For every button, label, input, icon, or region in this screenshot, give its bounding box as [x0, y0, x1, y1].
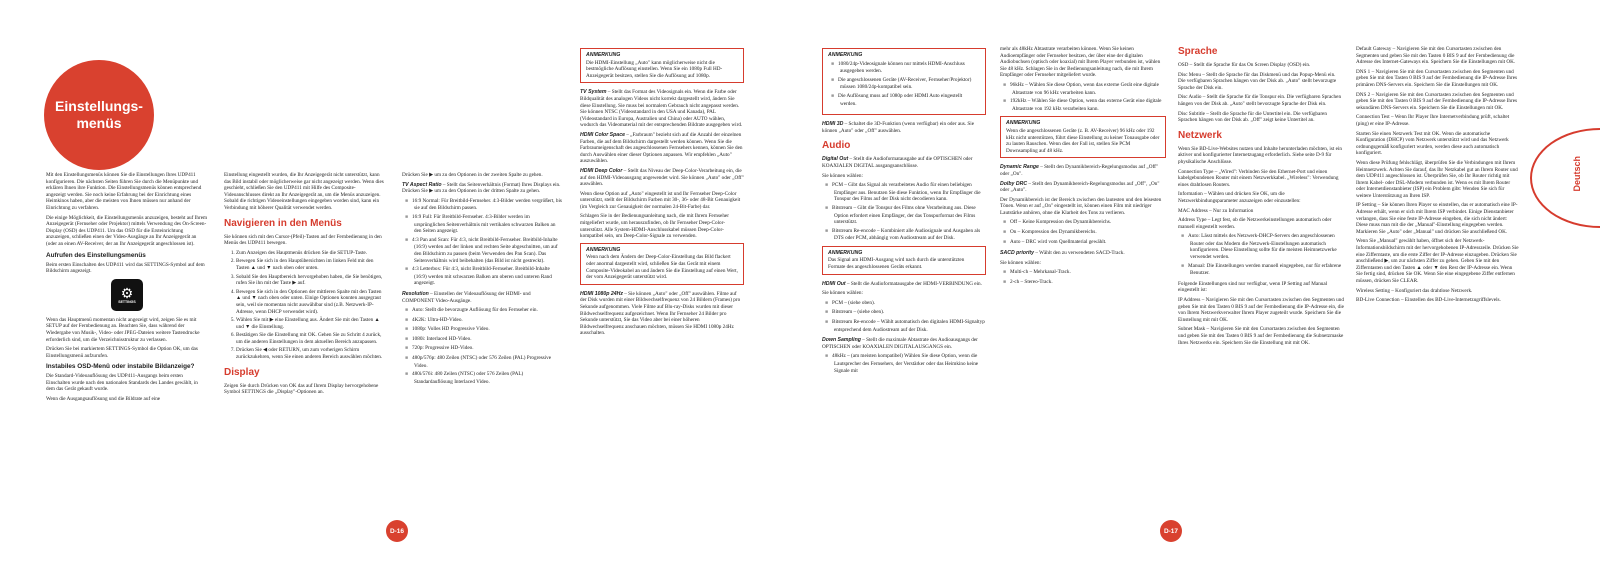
step-item: 4. Bewegen Sie sich in den Optionen der mittleren Spalte mit den Tasten ▲ und ▼ nach oben oder unten. Einige Optionen konnten ausgegraut sein, weil sie momentan nicht auswählbar sind (z.B. Netzwerk-IP-Adresse, wenn DHCP verwendet wird).	[236, 289, 384, 315]
note-box	[580, 243, 744, 285]
list-item: ■ 4:3 Pan and Scan: Für 4:3, nicht Breitbild-Fernseher. Breitbild-Inhalte (16:9) werden auf der linken und rechten Seite abgeschnitten, um auf den Bildschirm zu passen (beim Verwenden des Pan Scan). Das Seitenverhältnis wird beibehalten (das Bild ist nicht gestreckt).	[414, 237, 562, 264]
deep-color-auto-paragraph: Wenn diese Option auf „Auto" eingestellt ist und Ihr Fernseher Deep-Color unterstützt, stellt der Bildschirm Farben mit 30-, 36- oder 48-Bit Genauigkeit (im Vergleich zur Genauigkeit der normalen 24-Bit-Farbe) dar.	[580, 190, 741, 210]
language-heading: Sprache	[1178, 46, 1218, 57]
second-column-paragraph: Drücken Sie ▶ um zu den Optionen in der zweiten Spalte zu gehen.	[402, 172, 543, 178]
resolution-paragraph	[402, 291, 562, 304]
dynamic-range-paragraph	[1000, 164, 1166, 177]
osd-language: OSD – Stellt die Sprache für das On Screen Display (OSD) ein.	[1178, 62, 1311, 68]
digital-out-list	[834, 182, 986, 242]
list-item: ■ 720p: Progressive HD-Video.	[414, 345, 562, 353]
list-item: ■ 96kHz – Wählen Sie diese Option, wenn das externe Gerät eine digitale Abtastrate von 96 kHz verarbeiten kann.	[1012, 82, 1166, 96]
note-heading: ANMERKUNG	[1006, 120, 1041, 127]
connection-type: Connection Type – „Wired": Verbinden Sie den Ethernet-Port und einen kabelgebundenen Router mit einem Netzwerkkabel. „Wireless": Verwendung eines drahtlosen Routers.	[1178, 168, 1339, 188]
list-item: ■ On – Kompression des Dynamikbereichs.	[1012, 229, 1166, 237]
display-paragraph: Zeigen Sie durch Drücken von OK das auf Ihrem Display hervorgehobene Symbol SETTINGS die „Display"-Optionen an.	[224, 382, 379, 396]
right-column-2	[1000, 46, 1166, 291]
hdmi-3d-term: HDMI 3D	[822, 121, 844, 128]
navigation-heading: Navigieren in den Menüs	[224, 217, 342, 229]
sacd-list	[1012, 269, 1166, 286]
hdmi-24hz-paragraph	[580, 291, 744, 337]
list-item: ■ Bitstream – Gibt die Tonspur des Films ohne Verarbeitung aus. Diese Option erfordert einen Empfänger, der das Tonspurformat des Films unterstützt.	[834, 205, 986, 226]
subnet-mask-paragraph: Subnet Mask – Navigieren Sie mit den Cursortasten zwischen den Segmenten und geben Sie mit den Tasten 0 BIS 9 auf der Fernbedienung die Subnetzmaske Ihres Netzwerks ein. Speichern Sie die Einstellung mit mit OK.	[1178, 326, 1344, 346]
note-heading: ANMERKUNG	[586, 52, 621, 58]
audio-heading: Audio	[822, 140, 851, 152]
hdmi-3d-paragraph	[822, 121, 986, 134]
list-item: ■ Die Auflösung muss auf 1080p oder HDMI Auto eingestellt werden.	[840, 93, 980, 107]
hdmi-out-term: HDMI Out	[822, 280, 846, 287]
language-tab-label: Deutsch	[1572, 156, 1582, 192]
resolution-cont-paragraph: Wenn die Ausgangsauflösung und die Bildrate auf eine	[46, 396, 161, 403]
list-item: ■ Bitstream Re-encode – Kombiniert alle Audiosignale und Ausgaben als DTS oder PCM, abhängig vom Audiostream auf der Disk.	[834, 228, 986, 242]
chapter-title-badge	[44, 60, 154, 170]
list-item: ■ Manual: Die Einstellungen werden manuell eingegeben, nur für erfahrene Benutzer.	[1190, 263, 1344, 277]
list-item: ■ 480p/576p: 480 Zeilen (NTSC) oder 576 Zeilen (PAL) Progressive Video.	[414, 355, 562, 369]
network-intro: Wenn Sie BD-Live-Websites nutzen und Inhalte herunterladen möchten, ist ein aktiver und konfigurierter Internetzugang erforderlich. Siehe seite D-9 für physikalische Anschlüsse.	[1178, 145, 1342, 165]
hdmi-out-list	[834, 300, 986, 333]
color-space-paragraph	[580, 132, 744, 165]
note-heading: ANMERKUNG	[828, 249, 863, 256]
list-item: ■ 16:9 Full: Für Breitbild-Fernseher. 4:3-Bilder werden im ursprünglichen Seitenverhältnis mit vertikalen schwarzen Balken an den Seiten angezeigt.	[414, 214, 562, 235]
step-item: 2. Bewegen Sie sich in den Hauptübersichten im linken Feld mit den Tasten ▲ und ▼ nach oben oder unten.	[236, 258, 384, 271]
address-type-list	[1190, 233, 1344, 277]
address-type: Address Type – Legt fest, ob die Netzwerkeinstellungen automatisch oder manuell eingestellt werden.	[1178, 217, 1332, 230]
color-space-term: HDMI Color Space	[580, 131, 625, 138]
dynamic-range-text: – Stellt den Dynamikbereich-Regelungsmodus auf „Off" oder „On".	[1000, 164, 1158, 177]
chapter-title: Einstellungs- menüs	[55, 98, 143, 131]
page-number: D-17	[1160, 520, 1182, 542]
list-item: ■ 4K2K: Ultra-HD-Video.	[414, 317, 562, 325]
sacd-text: – Wählt den zu verwendeten SACD-Track.	[1035, 250, 1125, 257]
list-item: ■ PCM – (siehe oben).	[834, 300, 986, 308]
settings-icon	[111, 279, 143, 311]
list-item: ■ 1080/24p-Videosignale können nur mittels HDMI-Anschluss ausgegeben werden.	[840, 61, 980, 75]
deep-color-text: – Stellt das Niveau der Deep-Color-Verarbeitung ein, die auf den HDMI-Videoausgang angewendet wird. Sie können „Auto" oder „Off" auswählen.	[580, 167, 744, 188]
disc-subtitle-language: Disc Subtitle – Stellt die Sprache für die Untertitel ein. Die verfügbaren Sprachen hängen von der Disk ab. „Off" zeigt keine Untertitel an.	[1178, 110, 1327, 124]
digital-out-term: Digital Out	[822, 156, 849, 163]
mac-address: MAC Address – Nur zu Information	[1178, 207, 1254, 214]
dynamic-explain-paragraph: Der Dynamikbereich ist der Bereich zwischen den lautesten und den leisesten Tönen. Wenn er auf „On" eingestellt ist, können einen Film mit niedriger Lautstärke anhören, ohne die Klarheit des Tons zu verlieren.	[1000, 196, 1162, 216]
step-item: 3. Sobald Sie den Hauptbereich hervorgehoben haben, die Sie benötigen, rufen Sie ihn mit der Taste ▶ auf.	[236, 274, 384, 287]
test-fail-paragraph: Wenn diese Prüfung fehlschlägt, überprüfen Sie die Verbindungen mit Ihrem Heimnetzwerk. Achten Sie darauf, das Ihr Netzkabel gut an Ihrem Router und dem UDP411 angeschlossen ist. Überprüfen Sie, ob Ihr Router richtig mit Ihrem Kabel- oder DSL-Modem verbunden ist. Wenn es mit Ihrem Router oder Internetdienstanbieter (ISP) ein Problem gibt: Wenden Sie sich für weitere Unterstützung an Ihren ISP.	[1356, 159, 1518, 199]
right-column-1	[822, 46, 986, 378]
left-column-2	[224, 172, 384, 399]
language-tab	[1530, 128, 1600, 228]
tv-system-paragraph	[580, 89, 744, 129]
open-menu-paragraph: Beim ersten Einschalten des UDP411 wird das SETTINGS-Symbol auf dem Bildschirm angezeigt.	[46, 261, 205, 275]
resolution-text: – Einstellen der Videoauflösung der HDMI- und COMPONENT Video-Ausgänge.	[402, 290, 531, 304]
list-item: ■ 1080i: Interlaced HD-Video.	[414, 336, 562, 344]
resolution-list	[414, 307, 562, 385]
aspect-paragraph	[402, 182, 562, 195]
dolby-drc-term: Dolby DRC	[1000, 180, 1028, 187]
note-text: Wenn nach dem Ändern der Deep-Color-Einstellung das Bild flackert oder anormal dargestellt wird, schließen Sie das Gerät mit einem Composite-Videokabel an und ändern Sie die Einstellung auf einen Wert, der vom Anzeigegerät unterstützt wird.	[586, 254, 738, 281]
ok-paragraph: Drücken Sie bei markiertem SETTINGS-Symbol die Option OK, um das Einstellungsmenü aufzurufen.	[46, 346, 198, 359]
dns1-paragraph: DNS 1 – Navigieren Sie mit den Cursortasten zwischen den Segmenten und geben Sie mit den Tasten 0 BIS 9 auf der Fernbedienung die IP-Adresse Ihres primären DNS-Servers ein. Speichern Sie die Einstellungen mit OK.	[1356, 68, 1518, 88]
step-item: 1. Zum Anzeigen des Hauptmenüs drücken Sie die SETUP-Taste.	[236, 250, 384, 257]
list-item: ■ Multi-ch – Mehrkanal-Track.	[1012, 269, 1166, 277]
settings-icon-label: SETTINGS	[118, 299, 136, 304]
display-heading: Display	[224, 366, 260, 378]
dolby-drc-text: – Stellt den Dynamikbereich-Regelungsmodus auf „Off", „On" oder „Auto".	[1000, 180, 1160, 194]
list-item: ■ Die angeschlossenen Geräte (AV-Receiver, Fernseher/Projektor) müssen 1080/24p-kompatibel sein.	[840, 77, 980, 91]
down-sampling-term: Down Sampling	[822, 337, 861, 344]
left-column-4	[580, 46, 744, 340]
list-item: ■ 16:9 Normal: Für Breitbild-Fernseher. 4:3-Bilder werden vergrößert, bis sie auf den Bildschirm passen.	[414, 198, 562, 212]
ip-address-paragraph: IP Address – Navigieren Sie mit den Cursortasten zwischen den Segmenten und geben Sie mit den Tasten 0 BIS 9 auf der Fernbedienung die IP-Adresse ein, die von Ihrem Netzwerkverwalter Ihrem Player zugeteilt wurde. Speichern Sie die Einstellung mit mit OK.	[1178, 297, 1344, 323]
dynamic-range-term: Dynamic Range	[1000, 164, 1039, 171]
step-item: 6. Bestätigen Sie die Einstellung mit OK. Gehen Sie zu Schritt 4 zurück, um die anderen Einstellungen in dem aktuellen Bereich anzupassen.	[236, 332, 384, 345]
aspect-list	[414, 198, 562, 287]
list-item: ■ 192kHz – Wählen Sie diese Option, wenn das externe Gerät eine digitale Abtastrate von 192 kHz verarbeiten kann.	[1012, 98, 1166, 112]
connection-test-paragraph: Connection Test – Wenn Ihr Player Ihre Internetverbindung prüft, schaltet (ping) er eine IP-Adresse.	[1356, 114, 1510, 127]
unstable-heading: Instabiles OSD-Menü oder instabile Bildanzeige?	[46, 363, 195, 371]
list-item: ■ Auto – DRC wird vom Quellmaterial gewählt.	[1012, 239, 1166, 247]
network-heading: Netzwerk	[1178, 129, 1222, 141]
note-text: Wenn die angeschlossenen Geräte (z. B. AV-Receiver) 96 kHz oder 192 kHz nicht unterstützen, führt diese Einstellung zu keiner Tonausgabe oder zu lauten Rauschen. Wenn dies der Fall ist, stellen Sie PCM Downsampling auf 48 kHz.	[1006, 127, 1160, 154]
deep-color-term: HDMI Deep Color	[580, 167, 623, 174]
step-item: 5. Wählen Sie mit ▶ eine Einstellung aus. Ändert Sie mit den Tasten ▲ und ▼ die Einstellung.	[236, 317, 384, 330]
wireless-setting-paragraph: Wireless Setting – Konfiguriert das drahtlose Netzwerk.	[1356, 287, 1473, 294]
navigation-intro: Sie können sich mit den Cursor-(Pfeil)-Tasten auf der Fernbedienung in den Menüs des UDP411 bewegen.	[224, 233, 382, 247]
digital-out-text: – Stellt die Audioformatausgabe auf die OPTISCHEN oder KOAXIALEN DIGITAL ausgangsanschlüsse.	[822, 156, 973, 169]
color-space-text: – „Farbraum" bezieht sich auf die Anzahl der einzelnen Farben, die auf dem Bildschirm dargestellt werden können. Wenn Sie die Farbraumeigenschaft des angeschlossenen Fernsehers kennen, können Sie den durch Auswählen einer dieser Optionen anpassen. Wir empfehlen „Auto" auszuwählen.	[580, 131, 743, 165]
list-item: ■ Off – Keine Kompression des Dynamikbereichs.	[1012, 219, 1166, 227]
hdmi-24hz-text: – Sie können „Auto" oder „Off" auswählen. Filme auf der Disk wurden mit einer Bildwechselfrequenz von 24 Bildern (Frames) pro Sekunde aufgenommen. Viele Filme auf Blu-ray-Disks wurden mit dieser Bildwechselfrequenz aufgezeichnet. Wenn Ihr Fernseher 24 Bilder pro Sekunde unterstützt, Sie das Video aber bei einer höheren Bildwechselfrequenz anschauen möchten, müssen Sie HDMI 1080p 24Hz ausschalten.	[580, 290, 741, 337]
composite-paragraph: Einstellung eingestellt wurden, die Ihr Anzeigegerät nicht unterstützt, kann das Bild instabil oder möglicherweise gar nicht angezeigt werden. Wenn dies geschieht, schließen Sie den UDP411 mit Hilfe des Composite-Videoanschlusses direkt an Ihr Anzeigegerät an, um die Menüs anzuzeigen. Sobald die richtigen Videoeinstellungen eingegeben worden sind, kann ein Verbindung mit höherer Qualität verwendet werden.	[224, 172, 384, 211]
gear-icon: ⚙	[120, 284, 134, 301]
ip-setting-paragraph: IP Setting – Sie können Ihren Player so einstellen, das er automatisch eine IP-Adresse erhält, wenn er sich mit Ihrem ISP verbindet. Einige Dienstanbieter verlangen, dass Sie eine feste IP-Adresse eingeben, die sich nicht ändert: Diese muss man mit die der „Manual"-Einstellung eingegeben werden. Markieren Sie „Auto" oder „Manual" und drücken Sie anschließend OK.	[1356, 202, 1518, 235]
down-sampling-list-2	[1012, 82, 1166, 112]
note-box	[1000, 116, 1166, 158]
left-column-1	[46, 172, 208, 406]
sacd-paragraph	[1000, 250, 1166, 257]
open-menu-heading: Aufrufen des Einstellungsmenüs	[46, 251, 146, 259]
list-item: ■ PCM – Gibt das Signal als verarbeitetes Audio für einen beliebigen Empfänger aus. Benutzen Sie diese Funktion, wenn Ihr Empfänger die Tonspur des Films auf der Disk nicht decodieren kann.	[834, 182, 986, 203]
note-heading: ANMERKUNG	[586, 246, 621, 253]
sacd-term: SACD priority	[1000, 250, 1035, 257]
resolution-term: Resolution	[402, 290, 429, 297]
choose-label: Sie können wählen:	[822, 172, 863, 179]
disc-menu-language: Disc Menu – Stellt die Sprache für das Diskmenü und das Popup-Menü ein. Die verfügbaren Sprachen hängen von der Disk ab. „Auto" stellt bevorzugte Sprache der Disk ein.	[1178, 71, 1337, 91]
note-heading: ANMERKUNG	[828, 52, 863, 58]
list-item: ■ 4:3 Letterbox: Für 4:3, nicht Breitbild-Fernseher. Breitbild-Inhalte (16:9) werden mit schwarzen Balken am oberen und unteren Rand angezeigt.	[414, 266, 562, 287]
dolby-list	[1012, 219, 1166, 246]
bdlive-paragraph: BD-Live Connection – Einstellen des BD-Live-Internetzugriffslevels.	[1356, 297, 1501, 304]
right-page	[800, 0, 1600, 576]
down-sampling-cont: mehr als 48kHz Abtastrate verarbeiten können. Wenn Sie keinen Audioempfänger oder Fernseher besitzen, der über eine der digitalen Audiobuchsen (optisch oder koaxial) mit Ihrem Player verbunden ist, wählen Sie 48 kHz. Schlagen Sie in der Bedienungsanleitung nach, die mit Ihrem Empfänger oder Fernseher mitgeliefert wurde.	[1000, 46, 1161, 79]
intro-paragraph: Mit den Einstellungsmenüs können Sie die Einstellungen Ihres UDP411 konfigurieren. Die nächsten Seiten führen Sie durch die Menüpunkte und erklären Ihnen ihre Funktion. Die Einstellungsmenüs können entsprechend angezeigt werden. Sie noch keine Erfahrung bei der Einrichtung eines Heimkinos haben, aber die meisten von Ihnen müssen nur anhand der Einrichtung zu verfahren.	[46, 172, 202, 211]
tv-system-term: TV System	[580, 89, 607, 96]
note-box	[822, 48, 986, 115]
list-item: ■ 480i/576i: 480 Zeilen (NTSC) oder 576 Zeilen (PAL) Standardauflösung Interlaced Video.	[414, 371, 562, 385]
note-box	[580, 48, 744, 83]
choose-label: Sie können wählen:	[1000, 259, 1041, 266]
hdmi-24hz-term: HDMI 1080p 24Hz	[580, 290, 623, 297]
right-column-4	[1356, 46, 1520, 307]
note-box	[822, 246, 986, 275]
list-item: ■ 1080p: Volles HD Progressive Video.	[414, 326, 562, 334]
manual-only-paragraph: Folgende Einstellungen sind nur verfügbar, wenn IP Setting auf Manual eingestellt ist:	[1178, 280, 1328, 294]
choose-label: Sie können wählen:	[822, 290, 863, 297]
down-sampling-list	[834, 353, 986, 374]
disc-audio-language: Disc Audio – Stellt die Sprache für die Tonspur ein. Die verfügbaren Sprachen hängen von der Disk ab. „Auto" stellt bevorzugte Sprache der Disk ein.	[1178, 94, 1342, 107]
default-gateway-paragraph: Default Gateway – Navigieren Sie mit den Cursortasten zwischen den Segmenten und geben Sie mit den Tasten 0 BIS 9 auf der Fernbedienung die Adresse des Internet-Gateways ein. Speichern Sie die Einstellungen mit OK.	[1356, 46, 1516, 66]
deep-color-manual-paragraph: Schlagen Sie in der Bedienungsanleitung nach, die mit Ihrem Fernseher mitgeliefert wurde, um herauszufinden, ob Ihr Fernseher Deep-Color-unterstützt. Alle System-HDMI-Anschlusskabel müssen Deep-Color-kompatibel sein, um Deep-Color-Signale zu verwenden.	[580, 213, 729, 240]
osd-paragraph: Die einige Möglichkeit, die Einstellungsmenüs anzuzeigen, besteht auf Ihrem Anzeigegerät (Fernseher oder Projektor) mittels Verwendung des On-Screen-Display (OSD) des UDP411. Um das OSD für die Ersteinrichtung anzuzeigen, schließen einen der Video-Ausgänge an Ihr Anzeigegerät an (oder an einen AV-Receiver, der an Ihr Anzeigegerät angeschlossen ist).	[46, 214, 208, 247]
left-column-3	[402, 172, 562, 389]
hdmi-out-paragraph	[822, 281, 986, 288]
tv-system-text: – Stellt das Format des Videosignals ein. Wenn die Farbe oder Bildqualität des analogen Videos nicht korrekt dargestellt wird, ändern Sie diese Einstellung. Sie muss bei normalem Gebrauch nicht angepasst werden. Sie können NTSC (Videostandard in den USA und Kanada), PAL (Videostandard in Europa, Australien und China) oder AUTO wählen, wodurch das Videomaterial mit der entsprechenden Bildrate ausgegeben wird.	[580, 89, 743, 129]
hdmi-out-text: – Stellt die Audioformatausgabe der HDMI-VERBINDUNG ein.	[846, 280, 982, 287]
down-sampling-paragraph	[822, 337, 986, 350]
note-text: Das Signal am HDMI-Ausgang wird nach durch die unterstützten Formate des angeschlossenen Geräts erkannt.	[828, 257, 965, 271]
dns2-paragraph: DNS 2 – Navigieren Sie mit den Cursortasten zwischen den Segmenten und geben Sie mit den Tasten 0 BIS 9 auf der Fernbedienung die IP-Adresse Ihres sekundären DNS-Servers ein. Speichern Sie die Einstellungen mit OK.	[1356, 91, 1518, 111]
page-number: D-16	[386, 520, 408, 542]
list-item: ■ Auto: Lässt mittels des Netzwerk-DHCP-Servers den angeschlossenen Router oder das Modem die Netzwerk-Einstellungen automatisch konfigurieren. Diese Einstellung sollte für die meisten Heimnetzwerke verwendet werden.	[1190, 233, 1344, 260]
down-sampling-text: – Stellt die maximale Abtastrate des Audioausgangs der OPTISCHEN oder KOAXIALEN DIGITALAUSGANGS ein.	[822, 337, 978, 350]
list-item: ■ 2-ch – Stereo-Track.	[1012, 279, 1166, 287]
list-item: ■ Auto: Stellt die bevorzugte Auflösung für den Fernseher ein.	[414, 307, 562, 315]
information-paragraph: Information – Wählen und drücken Sie OK, um die Netzwerkbindungsparameter anzuzeigen oder einzustellen:	[1178, 191, 1301, 204]
deep-color-paragraph	[580, 168, 744, 188]
step-item: 7. Drücken Sie ◀ oder RETURN, um zum vorherigen Schirm zurückzukehren, wenn Sie einen anderen Bereich auswählen möchten.	[236, 347, 384, 360]
navigation-steps	[236, 250, 384, 361]
right-column-3	[1178, 46, 1344, 349]
note-list	[840, 61, 980, 108]
main-menu-paragraph: Wenn das Hauptmenü momentan nicht angezeigt wird, zeigen Sie es mit SETUP auf der Fernbedienung an. Beachten Sie, dass während der Wiedergabe von Musik-, Video- oder JPEG-Dateien weitere Tastendrucke erforderlich sind, um die Verzeichnisstruktur zu verlassen.	[46, 316, 200, 343]
list-item: ■ Bitstream – (siehe oben).	[834, 309, 986, 317]
resolution-default-paragraph: Die Standard-Videoauflösung des UDP411-Ausgangs beim ersten Einschalten wurde nach den nationalen Standards des Landes gewählt, in dem das Gerät gekauft wurde.	[46, 373, 198, 393]
aspect-text: – Stellt das Seitenverhältnis (Format) Ihres Displays ein. Drücken Sie ▶ um zu den Optionen in der dritten Spalte zu gehen.	[402, 181, 561, 195]
dolby-drc-paragraph	[1000, 181, 1166, 194]
note-text: Die HDMI-Einstellung „Auto" kann möglicherweise nicht die bestmögliche Auflösung einstellen. Wenn Sie ein 1080p Full HD-Anzeigegerät besitzen, stellen Sie die Auflösung auf 1080p.	[586, 59, 723, 79]
aspect-term: TV Aspect Ratio	[402, 181, 442, 188]
hdmi-3d-text: – Schaltet die 3D-Funktion (wenn verfügbar) ein oder aus. Sie können „Auto" oder „Off" auswählen.	[822, 121, 974, 134]
list-item: ■ Bitstream Re-encode – Wählt automatisch den digitalen HDMI-Signaltyp entsprechend dem Audiostream auf der Disk.	[834, 319, 986, 333]
network-test-paragraph: Starten Sie einen Netzwerk Test mit OK. Wenn die automatische Konfiguration (DHCP) vom Netzwerk unterstützt wird und das Netzwerk ordnungsgemäß konfiguriert wurden, werden diese auch automatisch konfiguriert.	[1356, 130, 1509, 157]
list-item: ■ 48kHz – (am meisten kompatibel) Wählen Sie diese Option, wenn die Lautsprecher des Fernsehers, der Verstärker oder das Heimkino keine Signale mit	[834, 353, 986, 374]
digital-out-paragraph	[822, 156, 986, 169]
manual-ip-paragraph: Wenn Sie „Manual" gewählt haben, öffnet sich der Netzwerk-Informationsbildschirm mit der hervorgehobenen IP-Adresszeile. Drücken Sie eine Zifferntaste, um die erste Ziffer der IP-Adresse einzugeben. Drücken Sie anschließend ▶, um zur nächsten Ziffer zu gehen. Geben Sie mit den Zifferntasten und den Tasten ▲ oder ▼ den Rest der IP-Adresse ein. Wenn Sie fertig sind, drücken Sie OK. Wenn Sie eine eingegebene Ziffer entfernen müssen, drücken Sie CLEAR.	[1356, 238, 1519, 284]
